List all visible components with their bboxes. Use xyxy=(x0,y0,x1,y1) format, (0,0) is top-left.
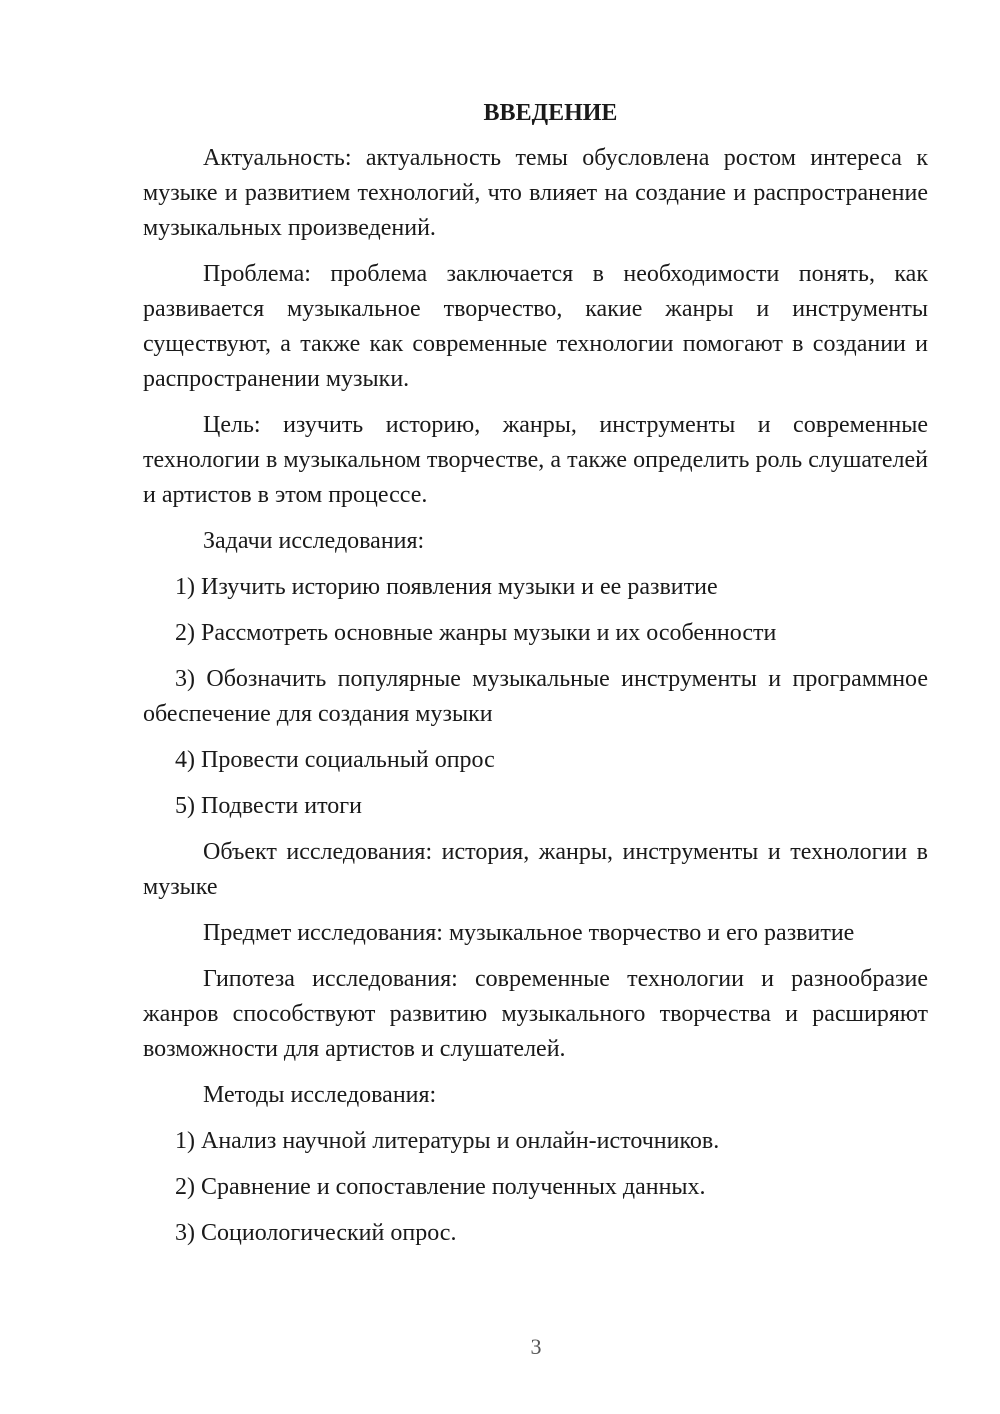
task-item: 2) Рассмотреть основные жанры музыки и их особенности xyxy=(175,620,777,646)
relevance-paragraph: Актуальность: актуальность темы обусловлена ростом интереса к музыке и развитием технологий, что влияет на создание и распространение музыкальных произведений. xyxy=(143,145,928,241)
task-item: 1) Изучить историю появления музыки и ее развитие xyxy=(175,574,718,600)
methods-heading: Методы исследования: xyxy=(203,1082,437,1108)
task-item: 5) Подвести итоги xyxy=(175,793,362,819)
goal-paragraph: Цель: изучить историю, жанры, инструменты и современные технологии в музыкальном творчестве, а также определить роль слушателей и артистов в этом процессе. xyxy=(143,412,928,508)
page-number: 3 xyxy=(530,1334,542,1359)
task-item: 3) Обозначить популярные музыкальные инструменты и программное обеспечение для создания музыки xyxy=(143,666,928,727)
method-item: 2) Сравнение и сопоставление полученных данных. xyxy=(175,1174,706,1200)
tasks-heading: Задачи исследования: xyxy=(203,528,425,554)
section-title: ВВЕДЕНИЕ xyxy=(483,100,618,126)
object-paragraph: Объект исследования: история, жанры, инструменты и технологии в музыке xyxy=(143,839,928,900)
subject-paragraph: Предмет исследования: музыкальное творчество и его развитие xyxy=(203,920,855,946)
hypothesis-paragraph: Гипотеза исследования: современные технологии и разнообразие жанров способствуют развитию музыкального творчества и расширяют возможности для артистов и слушателей. xyxy=(143,966,928,1062)
page-content xyxy=(143,96,928,1262)
task-item: 4) Провести социальный опрос xyxy=(175,747,495,773)
method-item: 1) Анализ научной литературы и онлайн-источников. xyxy=(175,1128,720,1154)
problem-paragraph: Проблема: проблема заключается в необходимости понять, как развивается музыкальное творчество, какие жанры и инструменты существуют, а также как современные технологии помогают в создании и распространении музыки. xyxy=(143,261,928,392)
method-item: 3) Социологический опрос. xyxy=(175,1220,457,1246)
